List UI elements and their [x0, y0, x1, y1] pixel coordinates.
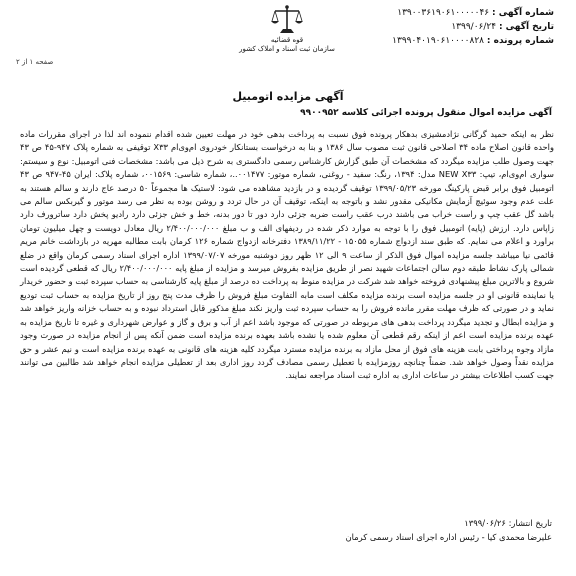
file-number-value: ۱۳۹۹۰۴۰۱۹۰۶۱۰۰۰۰۸۲۸: [392, 36, 485, 46]
ad-date-row: [392, 20, 554, 34]
page-indicator: صفحه ۱ از ۲: [16, 58, 54, 66]
document-body: نظر به اینکه حمید گرگانی نژادمشیزی بدهکار پرونده فوق نسبت به پرداخت بدهی خود در مهلت تعیین شده اقدام ننموده اند لذا در اجرای مقررات ماده واحده قانون اصلاح ماده ۳۴ اصلاحی قانون ثبت مصوب سال ۱۳۸۶ و بنا به درخواست بستانکار خودروی ام‌وی‌ام X۳۳ توقیفی به شماره پلاک ۹۴۷-۴۵ ص ۴۳ جهت وصول طلب مزایده میگردد که مشخصات آن طبق گزارش کارشناس رسمی دادگستری به شرح ذیل می باشد: مشخصات فنی اتومبیل: نوع و سیستم: سواری ام‌وی‌ام، تیپ: NEW X۳۳ مدل: ۱۳۹۴، رنگ: سفید - روغنی، شماره موتور: ۰۰۱۴۷۷..، شماره شاسی: ۰۰۱۵۶۹، شماره پلاک: ایران ۴۵-۹۴۷ ص ۴۳ اتومبیل فوق برابر قبض پارکینگ مورخه ۱۳۹۹/۰۵/۲۳ توقیف گردیده و در بازدید مشاهده می شود: لاستیک ها مجموعاً ۵۰ درصد عاج دارند و سالم هستند به علت عدم وجود سوئیچ آزمایش مکانیکی مقدور نشد و باتوجه به اینکه، توقیف آن در حال تردد و روشن بوده به نظر می رسد موتور و گیربکس سالم می باشد گل عقب چپ و راست خراب می باشند درب عقب راست ضربه جزئی دارد دور تا دور بدنه، خط و خش جزئی دارد رادیو پخش دارد ساترورف دارد زاپاس دارد. ارزش (پایه) اتومبیل فوق را با توجه به موارد ذکر شده در ردیفهای الف و ب مبلغ ۲/۴۰۰/۰۰۰/۰۰۰ ریال معادل دویست و چهل میلیون تومان براورد و اعلام می نمایم. که طبق سند ازدواج شماره ۱۵۰۵۵ - ۱۳۸۹/۱۱/۲۲ دفترخانه ازدواج شماره ۱۲۶ کرمان بابت مطالبه مهریه در بازداشت خانم مریم قائمی نیا میباشد جلسه مزایده اموال فوق الذکر از ساعت ۹ الی ۱۲ ظهر روز دوشنبه مورخه ۱۳۹۹/۰۷/۰۷ اداره اجرای اسناد رسمی کرمان واقع در ضلع شمالی پارک نشاط طبقه دوم سالن اجتماعات شهید نصر از طریق مزایده بفروش میرسد و مزایده از مبلغ پایه ۲/۴۰۰/۰۰۰/۰۰۰ ریال که قطعی گردیده است شروع و بالاترین مبلغ پیشنهادی فروخته خواهد شد شرکت در مزایده منوط به پرداخت ده درصد از مبلغ پایه کارشناسی به حساب سپرده ثبت و حضور خریدار یا نماینده قانونی او در جلسه مزایده است برنده مزایده مکلف است مابه التفاوت مبلغ فروش را ظرف مدت پنج روز از تاریخ مزایده به حساب ثبت تودیع نماید و در صورتی که ظرف مهلت مقرر مانده فروش را به حساب سپرده ثبت واریز نکند مبلغ مذکور قابل استرداد نبوده و به حساب خزانه واریز خواهد شد و مزایده ابطال و تجدید میگردد پرداخت بدهی های مربوطه در صورتی که موجود باشد اعم از آب و برق و گاز و عوارض شهرداری و غیره تا تاریخ مزایده به عهده برنده مزایده است اعم از اینکه رقم قطعی آن معلوم شده یا نشده باشد بعهده برنده مزایده است ضمن آنکه پس از انجام مزایده در صورت وجود مازاد وجوه پرداختی بابت هزینه های فوق از محل مازاد به برنده مزایده مسترد میگردد کلیه هزینه های قانونی به عهده برنده مزایده است و نیم عشر و حق مزایده نقداً وصول خواهد شد. ضمناً چنانچه روزمزایده با تعطیل رسمی مصادف گردد روز اداری بعد از تعطیلی مزایده انجام خواهد شد طالبین می توانند جهت کسب اطلاعات بیشتر در ساعات اداری به اداره ثبت اسناد مراجعه نمایند.: [20, 129, 554, 381]
org-name-line1: قوه قضائیه: [270, 36, 304, 44]
document-title: آگهی مزایده اتومبیل: [232, 90, 344, 103]
publish-date: تاریخ انتشار: ۱۳۹۹/۰۶/۲۶: [464, 518, 552, 528]
ad-number-value: ۱۳۹۰۰۳۶۱۹۰۶۱۰۰۰۰۰۴۶: [397, 8, 490, 18]
org-name-line2: سازمان ثبت اسناد و املاک کشور: [239, 45, 335, 53]
document-footer: [345, 516, 552, 544]
ad-number-row: [392, 6, 554, 20]
document-metadata: [392, 6, 554, 48]
document-subtitle: آگهی مزایده اموال منقول پرونده اجرائی کلاسه ۹۹۰۰۹۵۲: [300, 108, 552, 118]
scales-of-justice-icon: [270, 4, 304, 36]
file-number-label: شماره پرونده :: [486, 36, 554, 46]
ad-date-label: تاریخ آگهی :: [498, 22, 554, 32]
signature: علیرضا محمدی کیا - رئیس اداره اجرای اسناد رسمی کرمان: [345, 532, 552, 542]
organization-logo: [232, 4, 342, 64]
ad-number-label: شماره آگهی :: [492, 8, 554, 18]
file-number-row: [392, 34, 554, 48]
ad-date-value: ۱۳۹۹/۰۶/۲۴: [451, 22, 497, 32]
